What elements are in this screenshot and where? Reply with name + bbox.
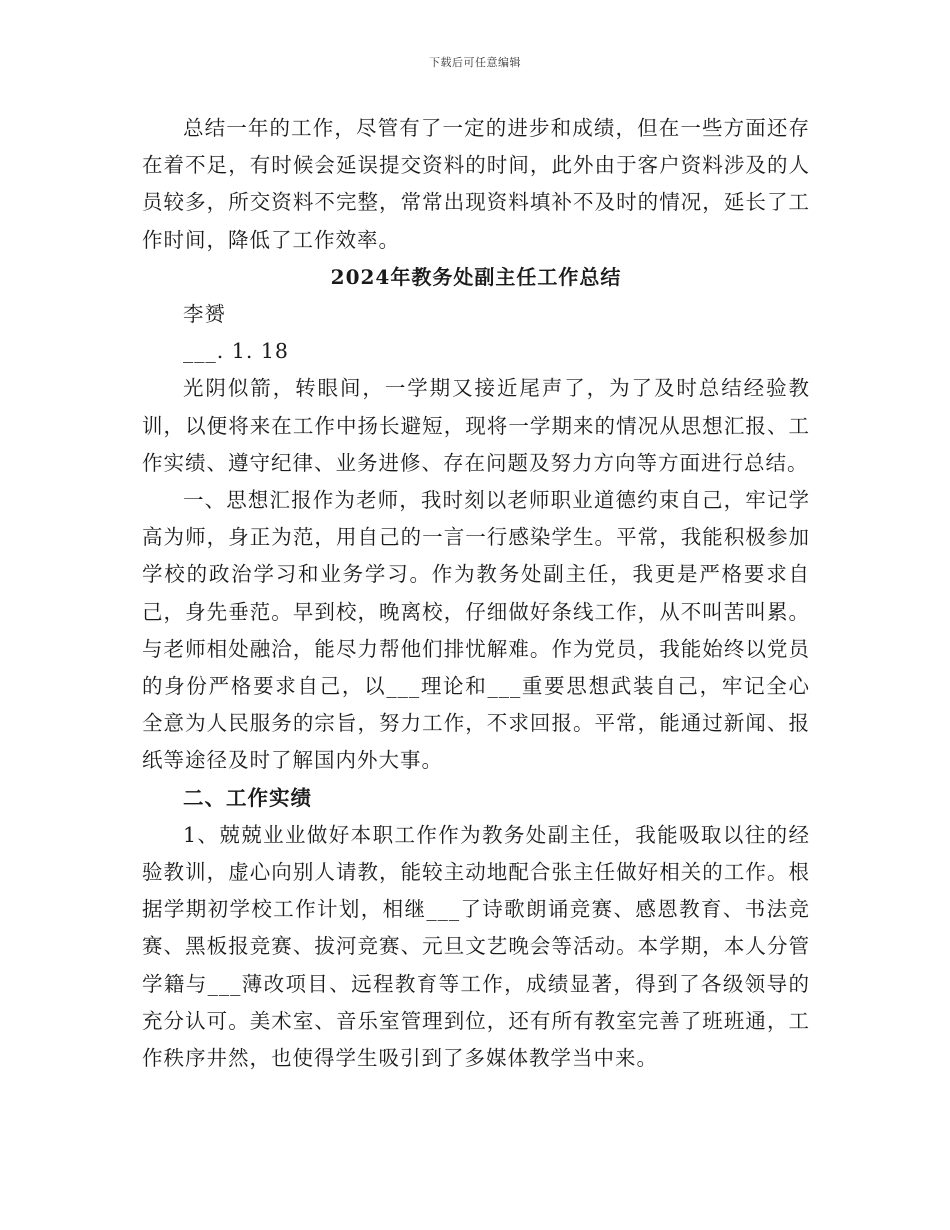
section-heading-work-results: 二、工作实绩: [183, 785, 312, 810]
page-header-note: 下载后可任意编辑: [429, 56, 521, 69]
document-body: [142, 110, 810, 1077]
author-name: 李赟: [183, 302, 226, 327]
paragraph-work-results: 1、兢兢业业做好本职工作作为教务处副主任，我能吸取以往的经验教训，虚心向别人请教，能较主动地配合张主任做好相关的工作。根据学期初学校工作计划，相继___了诗歌朗诵竞赛、感恩教育、书法竞赛、黑板报竞赛、拔河竞赛、元旦文艺晚会等活动。本学期，本人分管学籍与___薄改项目、远程教育等工作，成绩显著，得到了各级领导的充分认可。美术室、音乐室管理到位，还有所有教室完善了班班通，工作秩序井然，也使得学生吸引到了多媒体教学当中来。: [142, 822, 810, 1071]
document-title: 2024年教务处副主任工作总结: [330, 264, 622, 289]
document-date: ___. 1. 18: [183, 339, 289, 364]
paragraph-summary: 总结一年的工作，尽管有了一定的进步和成绩，但在一些方面还存在着不足，有时候会延误提交资料的时间，此外由于客户资料涉及的人员较多，所交资料不完整，常常出现资料填补不及时的情况，延长了工作时间，降低了工作效率。: [142, 116, 810, 252]
paragraph-thought-report: 一、思想汇报作为老师，我时刻以老师职业道德约束自己，牢记学高为师，身正为范，用自己的一言一行感染学生。平常，我能积极参加学校的政治学习和业务学习。作为教务处副主任，我更是严格要求自己，身先垂范。早到校，晚离校，仔细做好条线工作，从不叫苦叫累。与老师相处融洽，能尽力帮他们排忧解难。作为党员，我能始终以党员的身份严格要求自己，以___理论和___重要思想武装自己，牢记全心全意为人民服务的宗旨，努力工作，不求回报。平常，能通过新闻、报纸等途径及时了解国内外大事。: [142, 488, 810, 773]
paragraph-intro: 光阴似箭，转眼间，一学期又接近尾声了，为了及时总结经验教训，以便将来在工作中扬长避短，现将一学期来的情况从思想汇报、工作实绩、遵守纪律、业务进修、存在问题及努力方向等方面进行总结。: [142, 376, 810, 475]
